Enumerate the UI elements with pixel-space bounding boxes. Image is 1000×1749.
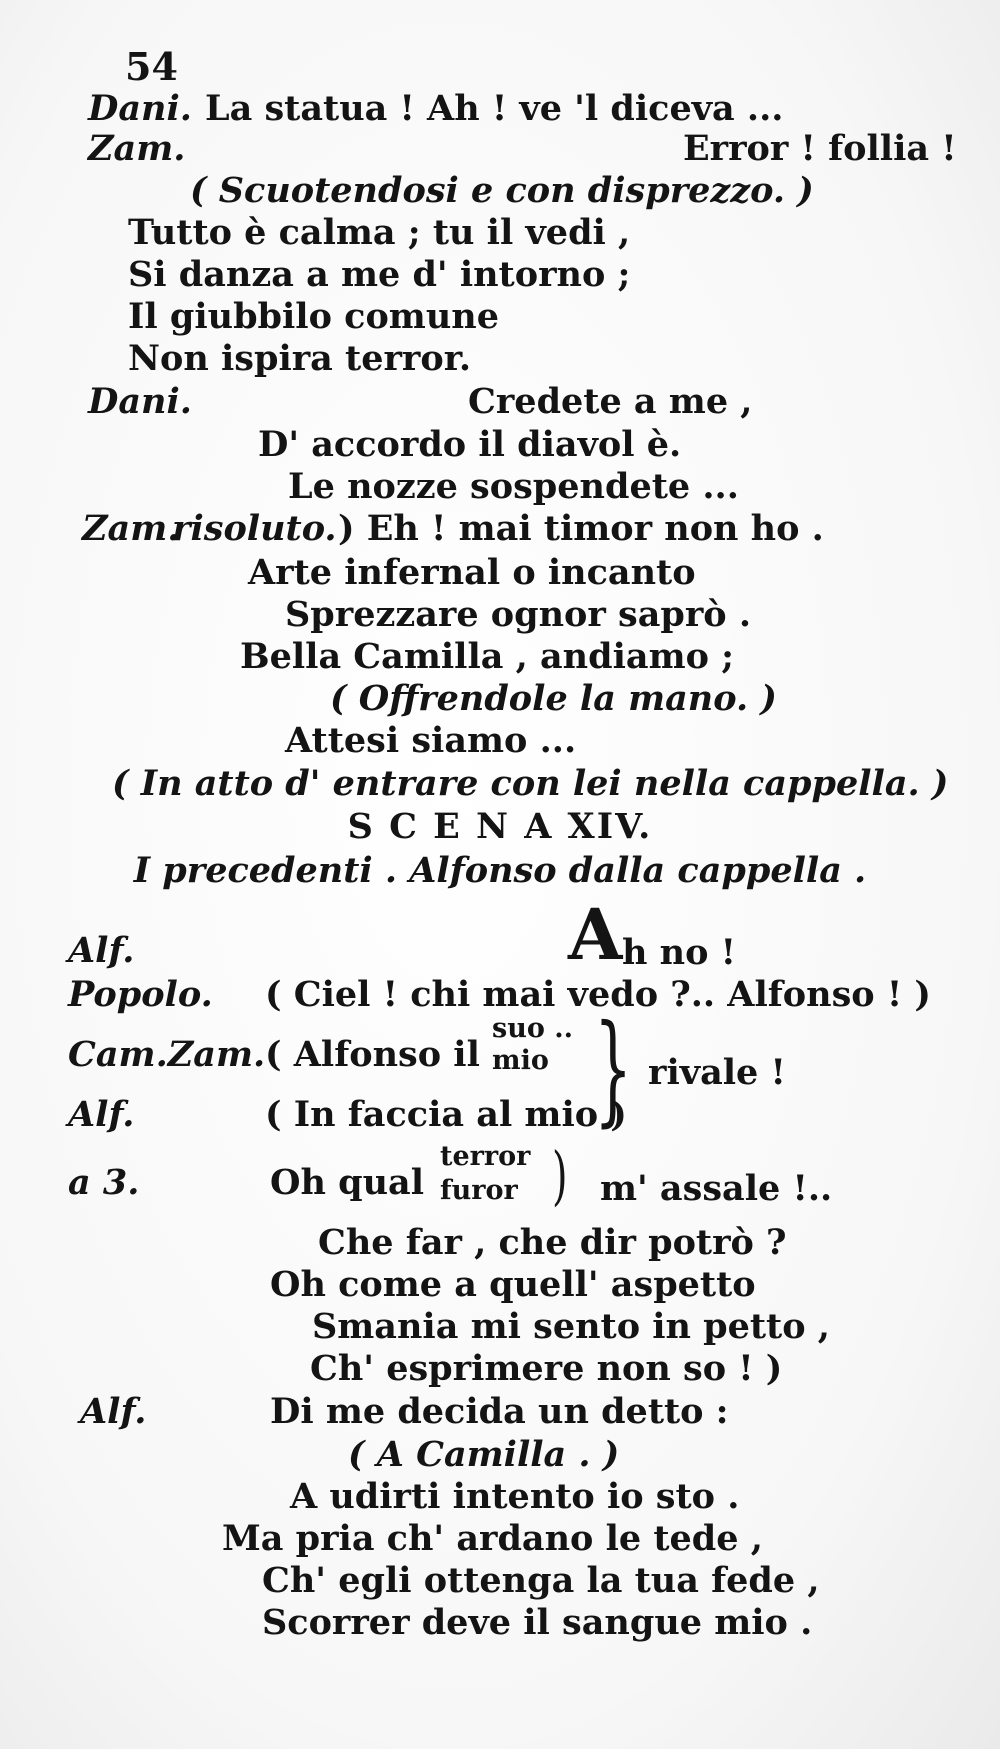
stage-direction: ( Scuotendosi e con disprezzo. ) [190, 170, 814, 211]
speaker-label: Alf. [68, 930, 135, 971]
alternate-word-top: suo .. [492, 1013, 574, 1044]
verse-line: Si danza a me d' intorno ; [128, 254, 631, 295]
verse-line: ( Alfonso il [265, 1034, 480, 1075]
verse-line: Attesi siamo ... [285, 720, 577, 761]
verse-line: h no ! [622, 932, 736, 973]
verse-line: Il giubbilo comune [128, 296, 499, 337]
verse-line: Sprezzare ognor saprò . [285, 594, 752, 635]
verse-line: rivale ! [648, 1052, 786, 1093]
stage-direction: risoluto. [172, 508, 337, 549]
speaker-label: Dani. [88, 381, 192, 422]
verse-line: Ch' esprimere non so ! ) [310, 1348, 783, 1389]
verse-line: D' accordo il diavol è. [258, 424, 682, 465]
verse-line: Error ! follia ! [683, 128, 957, 169]
curly-brace: } [594, 1000, 633, 1140]
verse-line: Scorrer deve il sangue mio . [262, 1602, 813, 1643]
verse-line: ( In faccia al mio ) [265, 1094, 627, 1135]
speaker-label: Zam. [82, 508, 180, 549]
verse-line: Di me decida un detto : [270, 1391, 729, 1432]
speaker-label: Alf. [80, 1391, 147, 1432]
verse-line: ) Eh ! mai timor non ho . [338, 508, 824, 549]
alternate-word-bottom: mio [492, 1045, 549, 1076]
speaker-label: Popolo. [68, 974, 213, 1015]
speaker-label: Zam. [88, 128, 186, 169]
verse-line: Non ispira terror. [128, 338, 472, 379]
verse-line: Le nozze sospendete ... [288, 466, 739, 507]
verse-line: Arte infernal o incanto [248, 552, 696, 593]
alternate-word-top: terror [440, 1141, 531, 1172]
verse-line: Oh qual [270, 1162, 425, 1203]
verse-line: Ma pria ch' ardano le tede , [222, 1518, 763, 1559]
speaker-label: Cam.Zam. [68, 1034, 266, 1075]
speaker-label: Dani. [88, 88, 192, 129]
stage-direction: ( Offrendole la mano. ) [330, 678, 777, 719]
verse-line: Smania mi sento in petto , [312, 1306, 830, 1347]
verse-line: A udirti intento io sto . [290, 1476, 740, 1517]
verse-line: m' assale !.. [600, 1168, 833, 1209]
verse-line: Tutto è calma ; tu il vedi , [128, 212, 631, 253]
page-number: 54 [125, 44, 178, 89]
verse-line: Oh come a quell' aspetto [270, 1264, 756, 1305]
alternate-word-bottom: furor [440, 1175, 518, 1206]
speaker-label: a 3. [68, 1162, 140, 1203]
scene-subtitle: I precedenti . Alfonso dalla cappella . [133, 850, 867, 891]
verse-line: Che far , che dir potrò ? [318, 1222, 787, 1263]
drop-cap: A [568, 893, 623, 976]
verse-line: Bella Camilla , andiamo ; [240, 636, 735, 677]
stage-direction: ( A Camilla . ) [348, 1434, 620, 1475]
closing-paren-top: ) [552, 1140, 568, 1214]
verse-line: La statua ! Ah ! ve 'l diceva ... [205, 88, 784, 129]
verse-line: ( Ciel ! chi mai vedo ?.. Alfonso ! ) [265, 974, 931, 1015]
speaker-label: Alf. [68, 1094, 135, 1135]
scene-heading: S C E N A XIV. [347, 806, 653, 847]
stage-direction: ( In atto d' entrare con lei nella cappella. ) [112, 763, 949, 804]
verse-line: Ch' egli ottenga la tua fede , [262, 1560, 820, 1601]
verse-line: Credete a me , [468, 381, 753, 422]
